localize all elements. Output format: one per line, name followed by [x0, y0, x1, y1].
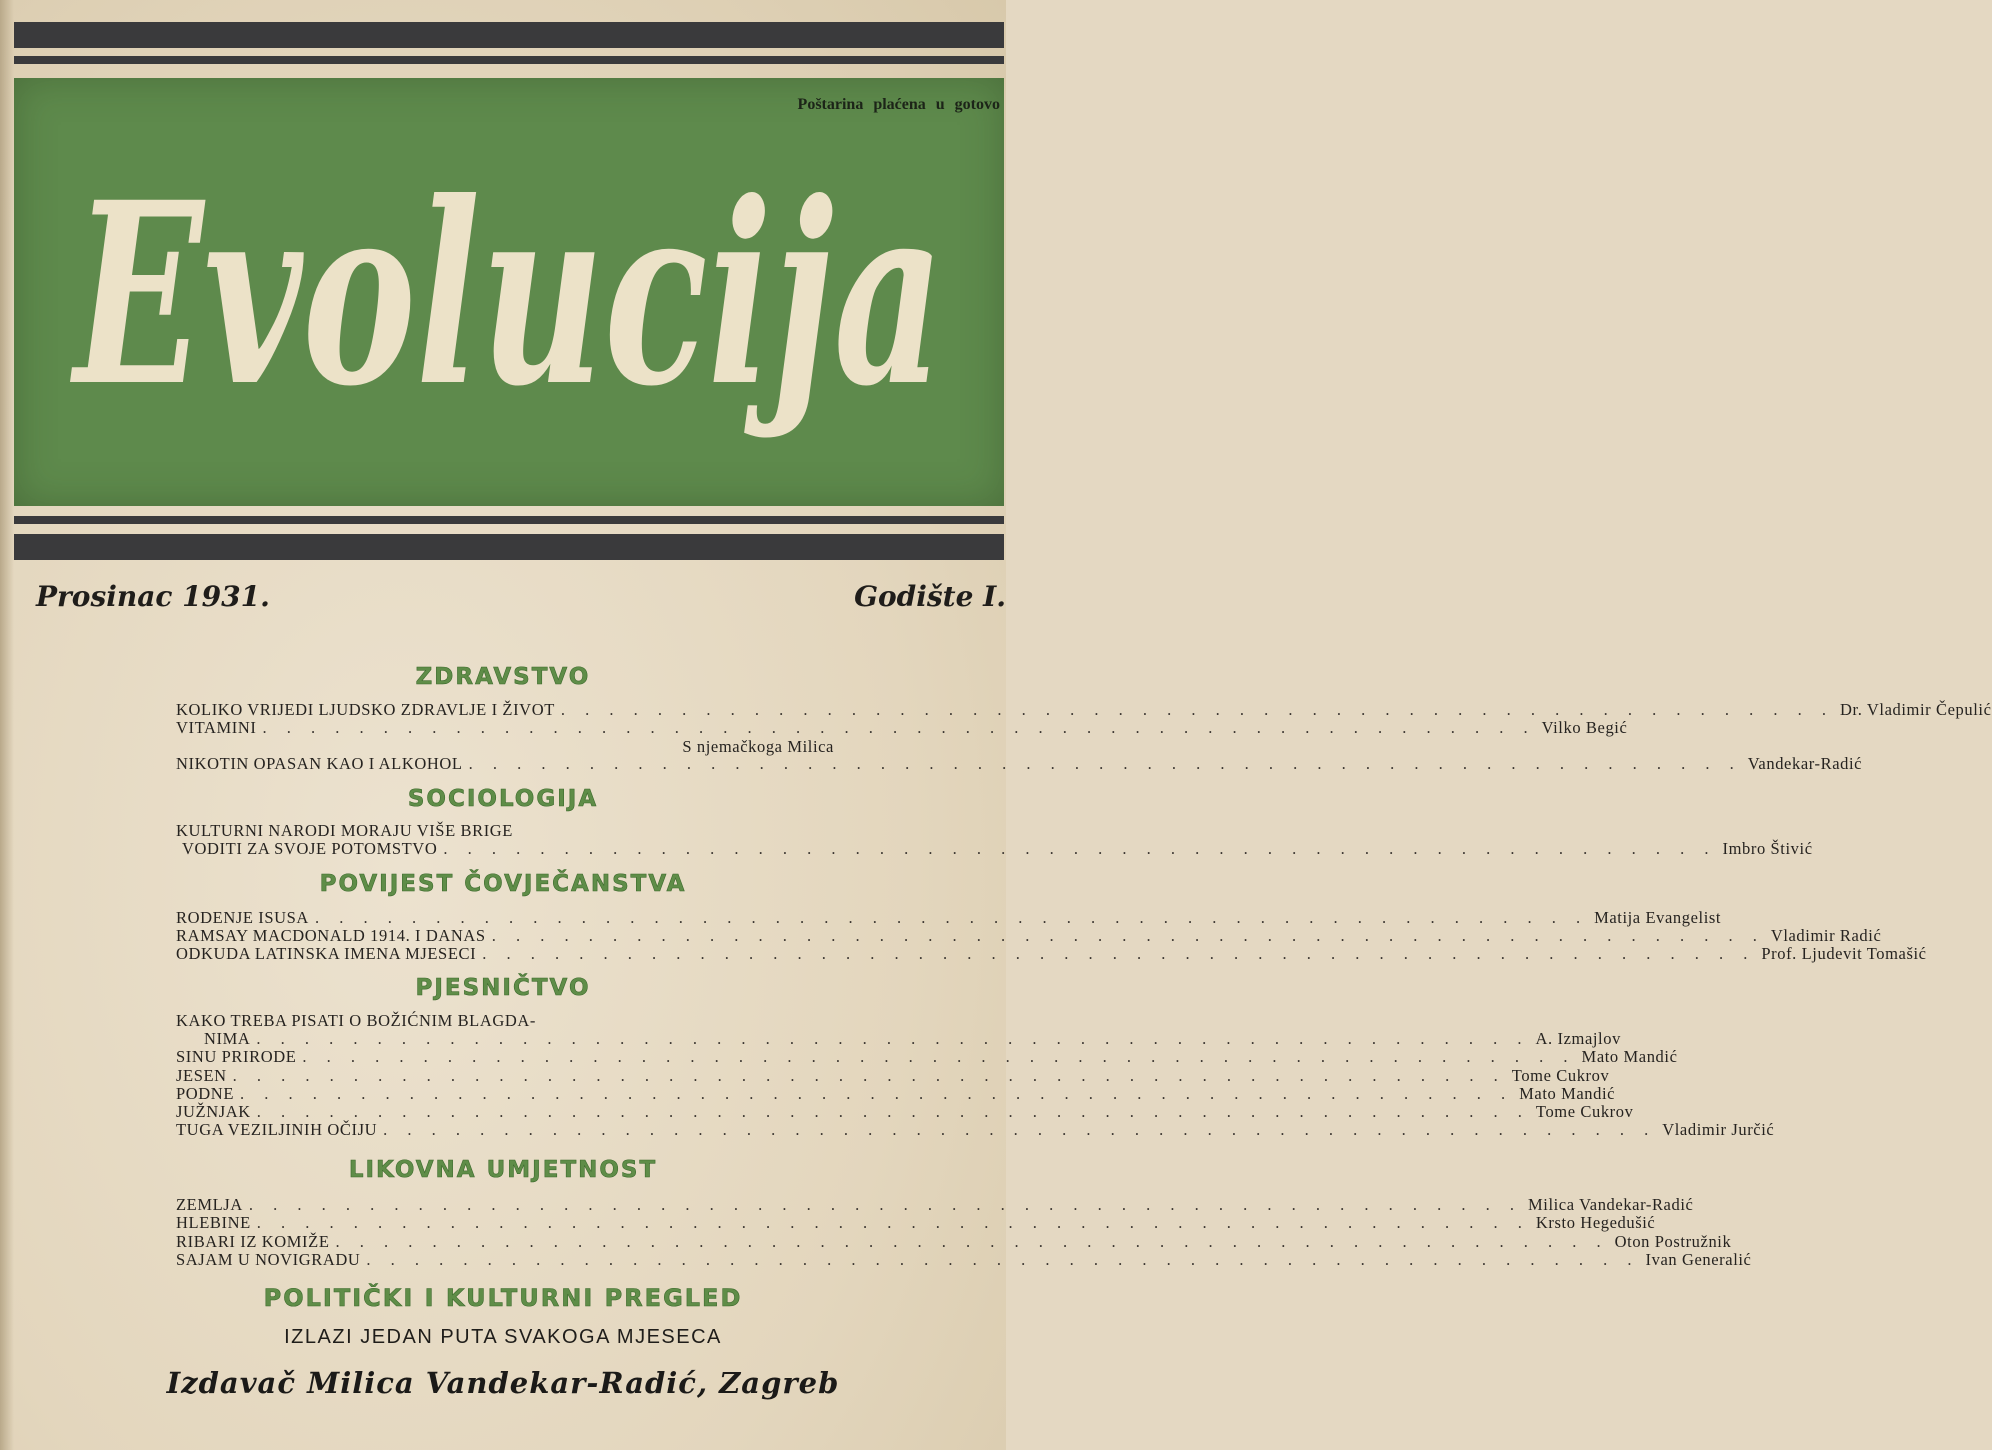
toc-entry	[176, 1232, 1732, 1251]
toc-entry	[204, 1029, 1621, 1048]
toc-entry	[176, 1047, 1678, 1066]
leader-dots	[482, 944, 1755, 964]
section-heading: SOCIOLOGIJA	[407, 786, 599, 812]
volume-label: Godište I.	[854, 580, 1006, 613]
entry-author: Dr. Vladimir Čepulić	[1840, 700, 1992, 719]
leader-dots	[336, 1232, 1609, 1252]
entry-title: VITAMINI	[176, 718, 257, 737]
entry-title: RODENJE ISUSA	[176, 908, 309, 927]
toc-entry	[176, 821, 834, 840]
section-heading: PJESNIČTVO	[415, 975, 591, 1001]
leader-dots	[366, 1250, 1639, 1270]
entry-title: SAJAM U NOVIGRADU	[176, 1250, 361, 1269]
entry-title: JESEN	[176, 1066, 227, 1085]
leader-dots	[262, 718, 1535, 738]
entry-author: Vladimir Radić	[1770, 926, 1882, 945]
entry-author: Mato Mandić	[1581, 1047, 1678, 1066]
entry-author: Prof. Ljudevit Tomašić	[1761, 944, 1927, 963]
entry-author: Tome Cukrov	[1511, 1066, 1610, 1085]
entry-author: Vilko Begić	[1541, 718, 1628, 737]
leader-dots	[469, 754, 1742, 774]
entry-author: Oton Postružnik	[1614, 1232, 1732, 1251]
entry-title: TUGA VEZILJINIH OČIJU	[176, 1120, 378, 1139]
entry-author: Tome Cukrov	[1535, 1102, 1634, 1121]
leader-dots	[443, 839, 1716, 859]
leader-dots	[492, 926, 1765, 946]
issue-line	[36, 580, 1006, 620]
frequency-note: IZLAZI JEDAN PUTA SVAKOGA MJESECA	[284, 1326, 722, 1348]
worn-edge	[0, 0, 14, 1450]
toc-entry	[176, 1213, 1656, 1232]
toc-entry	[176, 1084, 1616, 1103]
toc-entry	[176, 718, 1628, 737]
toc-entry	[176, 926, 1882, 945]
bottom-rule-thick	[14, 534, 1004, 560]
section-heading: ZDRAVSTVO	[415, 664, 591, 690]
entry-title: KOLIKO VRIJEDI LJUDSKO ZDRAVLJE I ŽIVOT	[176, 700, 555, 719]
toc-entry	[176, 944, 1927, 963]
entry-author: Imbro Štivić	[1722, 839, 1813, 858]
toc-entry	[176, 908, 1722, 927]
postage-note: Poštarina plaćena u gotovo	[797, 96, 1000, 113]
leader-dots	[257, 1213, 1530, 1233]
entry-author: Ivan Generalić	[1645, 1250, 1752, 1269]
entry-title: KAKO TREBA PISATI O BOŽIĆNIM BLAGDA-	[176, 1011, 537, 1030]
toc-entry	[176, 1250, 1752, 1269]
leader-dots	[302, 1047, 1575, 1067]
toc-entry	[182, 839, 1813, 858]
toc-entry	[176, 1195, 1694, 1214]
entry-title: PODNE	[176, 1084, 235, 1103]
leader-dots	[249, 1195, 1522, 1215]
leader-dots	[256, 1029, 1529, 1049]
entry-title: NIMA	[204, 1029, 251, 1048]
entry-title: ZEMLJA	[176, 1195, 243, 1214]
entry-title: SINU PRIRODE	[176, 1047, 297, 1066]
leader-dots	[240, 1084, 1513, 1104]
entry-author: Mato Mandić	[1519, 1084, 1616, 1103]
entry-title: RIBARI IZ KOMIŽE	[176, 1232, 330, 1251]
leader-dots	[257, 1102, 1530, 1122]
publisher-line: Izdavač Milica Vandekar-Radić, Zagreb	[166, 1366, 840, 1400]
entry-title: JUŽNJAK	[176, 1102, 251, 1121]
bottom-rule-thin	[14, 516, 1004, 524]
magazine-title	[69, 112, 954, 442]
toc-entry	[176, 1011, 834, 1030]
entry-author: Milica Vandekar-Radić	[1527, 1195, 1694, 1214]
section-heading: POLITIČKI I KULTURNI PREGLED	[263, 1284, 743, 1312]
top-rule-thin	[14, 56, 1004, 64]
entry-title: HLEBINE	[176, 1213, 251, 1232]
entry-author: A. Izmajlov	[1535, 1029, 1621, 1048]
toc-entry	[176, 700, 1992, 719]
leader-dots	[561, 700, 1834, 720]
entry-title: RAMSAY MACDONALD 1914. I DANAS	[176, 926, 486, 945]
entry-author: S njemačkoga Milica	[682, 737, 834, 756]
leader-dots	[315, 908, 1588, 928]
leader-dots	[233, 1066, 1506, 1086]
toc-entry	[176, 1120, 1775, 1139]
leader-dots	[383, 1120, 1656, 1140]
toc-entry	[176, 1066, 1610, 1085]
entry-title: VODITI ZA SVOJE POTOMSTVO	[182, 839, 438, 858]
toc-entry	[176, 1102, 1634, 1121]
top-rule-thick	[14, 22, 1004, 48]
entry-title: KULTURNI NARODI MORAJU VIŠE BRIGE	[176, 821, 513, 840]
magazine-title-text: Evolucija	[69, 147, 944, 441]
entry-author: Vandekar-Radić	[1747, 754, 1863, 773]
entry-title: ODKUDA LATINSKA IMENA MJESECI	[176, 944, 477, 963]
issue-date: Prosinac 1931.	[36, 580, 270, 613]
entry-author: Matija Evangelist	[1594, 908, 1722, 927]
entry-author: Krsto Hegedušić	[1535, 1213, 1656, 1232]
toc-entry	[176, 754, 1863, 773]
entry-author: Vladimir Jurčić	[1662, 1120, 1775, 1139]
section-heading: LIKOVNA UMJETNOST	[348, 1157, 658, 1183]
section-heading: POVIJEST ČOVJEČANSTVA	[319, 871, 687, 897]
entry-title: NIKOTIN OPASAN KAO I ALKOHOL	[176, 754, 463, 773]
